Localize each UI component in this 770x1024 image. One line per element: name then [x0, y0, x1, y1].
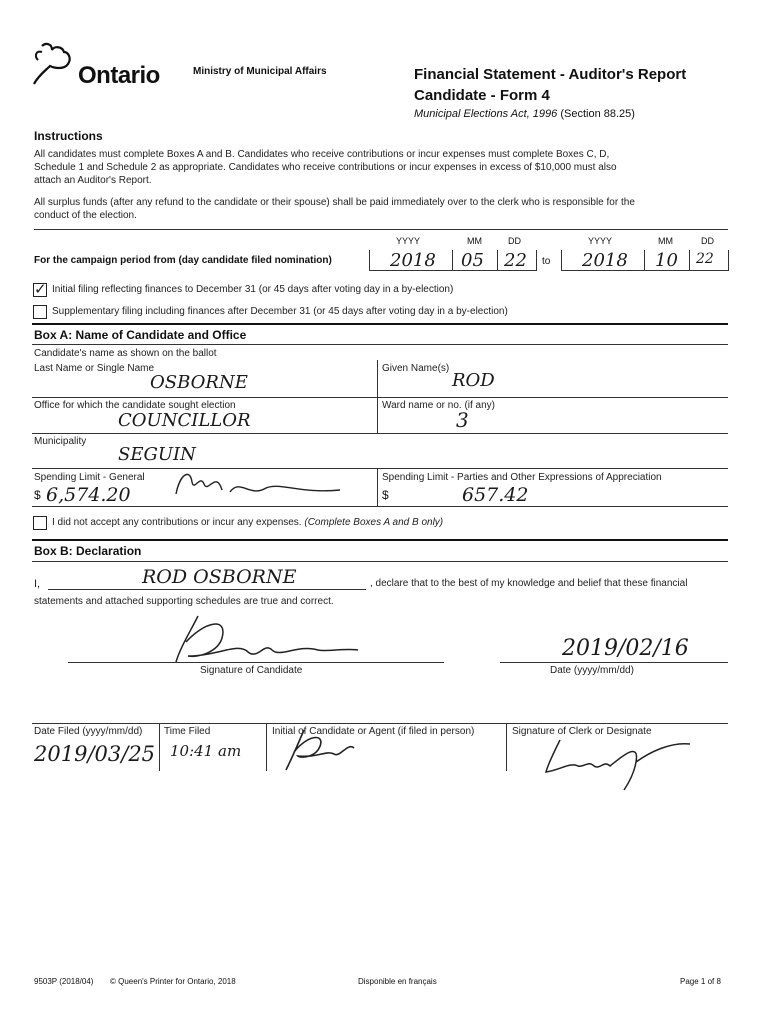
- candidate-signature-scribble: [168, 612, 368, 668]
- to-mm-header: MM: [658, 236, 673, 246]
- period-top-rule: [34, 229, 728, 230]
- page-number: Page 1 of 8: [680, 977, 721, 986]
- last-name-value[interactable]: OSBORNE: [150, 372, 248, 393]
- to-year-value: 2018: [582, 250, 628, 271]
- declaration-date-line: [500, 662, 728, 663]
- to-day-value: 22: [696, 251, 714, 267]
- instructions-heading: Instructions: [34, 129, 103, 143]
- spending-parties-label: Spending Limit - Parties and Other Expressions of Appreciation: [382, 472, 662, 483]
- filing-initial-label: Initial of Candidate or Agent (if filed in person): [272, 726, 475, 737]
- box-b-heading: Box B: Declaration: [34, 544, 142, 558]
- time-filed-value[interactable]: 10:41 am: [170, 742, 242, 760]
- spending-general-label: Spending Limit - General: [34, 472, 145, 483]
- given-name-value[interactable]: ROD: [452, 370, 495, 391]
- last-name-label: Last Name or Single Name: [34, 363, 155, 374]
- from-day-value: 22: [504, 250, 527, 271]
- instructions-para2-line2: conduct of the election.: [34, 210, 137, 221]
- french-availability: Disponible en français: [358, 977, 437, 986]
- declaration-date-value[interactable]: 2019/02/16: [562, 636, 689, 661]
- box-a-column-divider-1: [377, 360, 378, 398]
- ontario-trillium-logo-icon: [28, 40, 84, 90]
- no-contributions-note: (Complete Boxes A and B only): [301, 517, 444, 528]
- ontario-logo-text: Ontario: [78, 62, 160, 89]
- initial-filing-label: Initial filing reflecting finances to December 31 (or 45 days after voting day in a by-election): [52, 284, 454, 295]
- act-reference: [414, 108, 635, 120]
- form-number: 9503P (2018/04): [34, 977, 94, 986]
- initial-filing-check-mark: ✓: [34, 280, 47, 298]
- initial-filing-checkbox[interactable]: [33, 280, 47, 298]
- period-to-label: to: [542, 256, 551, 267]
- office-label: Office for which the candidate sought election: [34, 400, 236, 411]
- from-dd-header: DD: [508, 236, 521, 246]
- no-contributions-text: I did not accept any contributions or incur any expenses.: [52, 517, 302, 528]
- instructions-para1-line3: attach an Auditor's Report.: [34, 175, 152, 186]
- given-name-label: Given Name(s): [382, 363, 450, 374]
- filed-top-rule: [32, 723, 728, 724]
- candidate-signature-label: Signature of Candidate: [200, 665, 303, 676]
- ministry-name: Ministry of Municipal Affairs: [193, 66, 327, 77]
- spending-general-value[interactable]: 6,574.20: [46, 484, 131, 506]
- box-a-row4-rule: [32, 506, 728, 507]
- from-month-field[interactable]: [452, 250, 497, 271]
- municipality-label: Municipality: [34, 436, 87, 447]
- from-yyyy-header: YYYY: [396, 236, 421, 246]
- from-month-value: 05: [461, 250, 484, 271]
- spending-parties-currency: $: [382, 488, 389, 502]
- filed-divider-2: [266, 723, 267, 771]
- from-year-value: 2018: [390, 250, 436, 271]
- ballot-name-label: Candidate's name as shown on the ballot: [34, 348, 217, 359]
- to-dd-header: DD: [701, 236, 714, 246]
- date-filed-value[interactable]: 2019/03/25: [34, 742, 156, 766]
- declaration-text-line2: statements and attached supporting schedules are true and correct.: [34, 596, 334, 607]
- instructions-para1-line1: All candidates must complete Boxes A and B. Candidates who receive contributions or incur expenses must complete Boxes C, D,: [34, 149, 610, 160]
- to-month-value: 10: [655, 250, 678, 271]
- declaration-text: , declare that to the best of my knowledge and belief that these financial: [370, 578, 688, 589]
- clerk-signature-label: Signature of Clerk or Designate: [512, 726, 652, 737]
- to-yyyy-header: YYYY: [588, 236, 613, 246]
- form-title-line1: Financial Statement - Auditor's Report: [414, 66, 687, 83]
- instructions-para2-line1: All surplus funds (after any refund to the candidate or their spouse) shall be paid immediately over to the clerk who is responsible for the: [34, 197, 635, 208]
- spending-general-initials-scribble: [170, 464, 350, 504]
- box-a-row1-rule: [32, 397, 728, 398]
- filed-divider-3: [506, 723, 507, 771]
- spending-general-currency: $: [34, 488, 41, 502]
- instructions-para1-line2: Schedule 1 and Schedule 2 as appropriate. Candidates who receive contributions or incur expenses in excess of $10,000 must also: [34, 162, 617, 173]
- declaration-i-label: I,: [34, 578, 41, 590]
- box-a-column-divider-3: [377, 469, 378, 507]
- declarant-name-line: [48, 589, 366, 590]
- date-filed-label: Date Filed (yyyy/mm/dd): [34, 726, 143, 737]
- box-a-column-divider-2: [377, 398, 378, 434]
- time-filed-label: Time Filed: [164, 726, 211, 737]
- ward-value[interactable]: 3: [456, 408, 469, 432]
- spending-parties-value[interactable]: 657.42: [462, 484, 529, 506]
- to-month-field[interactable]: [644, 250, 689, 271]
- copyright-notice: © Queen's Printer for Ontario, 2018: [110, 977, 236, 986]
- to-day-field[interactable]: [689, 250, 729, 271]
- box-a-row2-rule: [32, 433, 728, 434]
- box-a-top-rule: [32, 323, 728, 325]
- no-contributions-label: [52, 517, 443, 528]
- supplementary-filing-checkbox[interactable]: [33, 305, 47, 319]
- municipality-value[interactable]: SEGUIN: [118, 444, 196, 465]
- act-name: Municipal Elections Act, 1996: [414, 108, 558, 120]
- declaration-date-label: Date (yyyy/mm/dd): [550, 665, 634, 676]
- candidate-signature-line[interactable]: [68, 662, 444, 663]
- box-b-top-rule: [32, 539, 728, 541]
- box-a-row3-rule: [32, 468, 728, 469]
- from-year-field[interactable]: [369, 250, 452, 271]
- no-contributions-checkbox[interactable]: [33, 516, 47, 530]
- office-value[interactable]: COUNCILLOR: [118, 410, 251, 431]
- declarant-name-value[interactable]: ROD OSBORNE: [142, 566, 297, 588]
- clerk-signature-scribble: [540, 732, 700, 794]
- ward-label: Ward name or no. (if any): [382, 400, 496, 411]
- form-title-line2: Candidate - Form 4: [414, 87, 550, 104]
- box-b-heading-rule: [32, 561, 728, 562]
- from-day-field[interactable]: [497, 250, 537, 271]
- to-year-field[interactable]: [561, 250, 644, 271]
- box-a-heading-rule: [32, 344, 728, 345]
- box-a-heading: Box A: Name of Candidate and Office: [34, 328, 247, 342]
- filed-divider-1: [159, 723, 160, 771]
- act-section: (Section 88.25): [557, 108, 635, 120]
- supplementary-filing-label: Supplementary filing including finances after December 31 (or 45 days after voting day in a by-election): [52, 306, 508, 317]
- filing-initials-scribble: [282, 724, 372, 774]
- period-label: For the campaign period from (day candidate filed nomination): [34, 255, 332, 266]
- from-mm-header: MM: [467, 236, 482, 246]
